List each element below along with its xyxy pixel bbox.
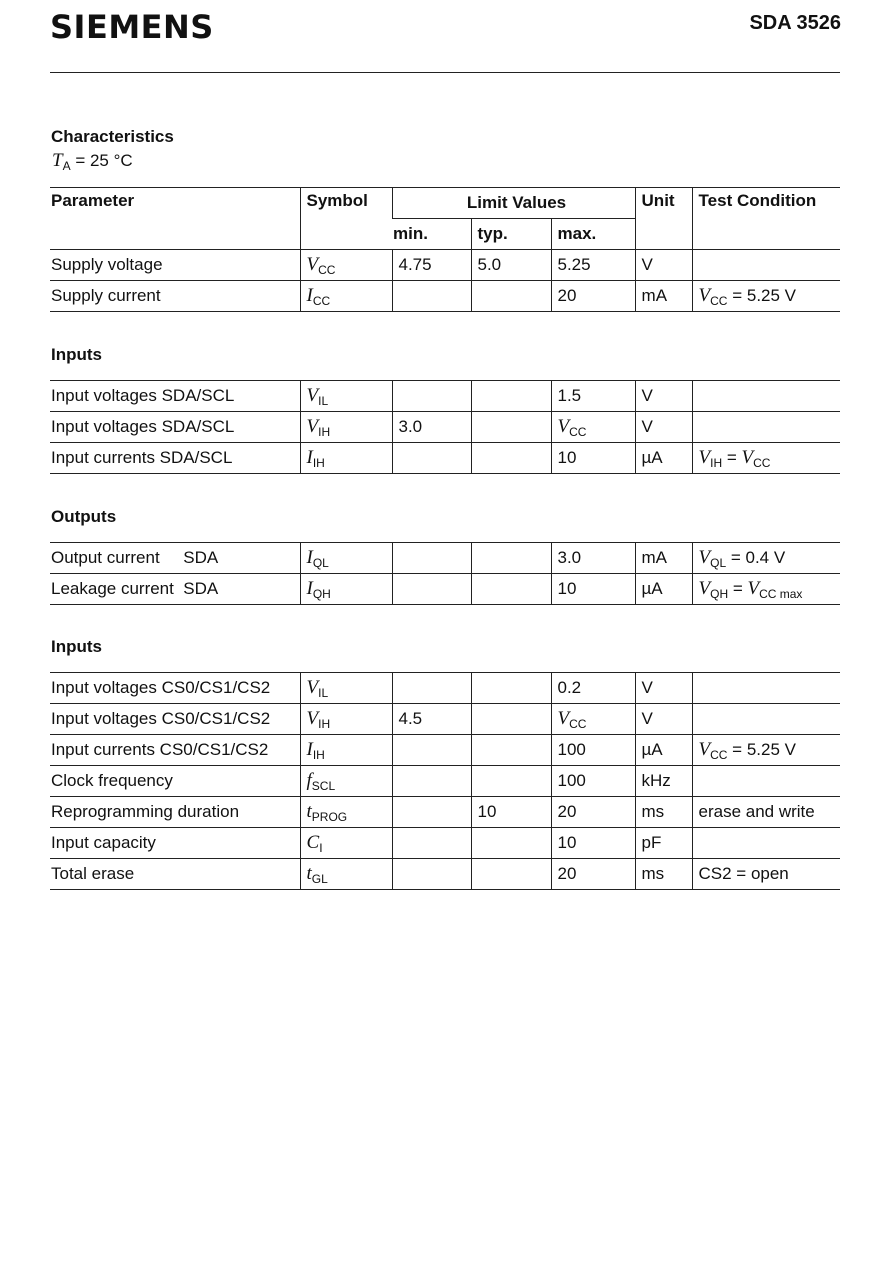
table-cell: 10 (551, 574, 635, 605)
table-cell: $I_{CC}$ (300, 281, 392, 312)
table-cell (471, 281, 551, 312)
part-number: SDA 3526 (749, 12, 841, 34)
table-cell: $t_{GL}$ (300, 859, 392, 890)
table-cell (392, 574, 471, 605)
inputs-heading-2: Inputs (51, 637, 102, 656)
inputs-table-1 (50, 380, 840, 474)
table-cell: V (635, 704, 692, 735)
table-cell (692, 704, 840, 735)
table-cell (692, 250, 840, 281)
table-cell: 3.0 (392, 412, 471, 443)
table-cell: $t_{PROG}$ (300, 797, 392, 828)
table-cell: $I_{QH}$ (300, 574, 392, 605)
table-cell (692, 766, 840, 797)
table-cell (471, 673, 551, 704)
table-cell: 5.0 (471, 250, 551, 281)
table-cell: Input currents SDA/SCL (50, 443, 300, 474)
table-cell: 20 (551, 281, 635, 312)
table-cell: V (635, 673, 692, 704)
table-row (50, 443, 840, 474)
col-limit-values: Limit Values (392, 188, 635, 219)
table-cell: 1.5 (551, 381, 635, 412)
characteristics-heading: Characteristics (51, 127, 174, 146)
col-symbol: Symbol (300, 188, 392, 250)
characteristics-table (50, 187, 840, 312)
table-cell: 5.25 (551, 250, 635, 281)
table-cell: 10 (471, 797, 551, 828)
table-cell (471, 766, 551, 797)
table-cell (692, 828, 840, 859)
table-cell: ms (635, 797, 692, 828)
table-cell (471, 828, 551, 859)
table-row (50, 859, 840, 890)
table-cell: $V_{CC} = 5.25$ V (692, 281, 840, 312)
table-cell: $V_{CC}$ (551, 412, 635, 443)
table-row (50, 704, 840, 735)
table-cell: 20 (551, 859, 635, 890)
table-cell: Input voltages CS0/CS1/CS2 (50, 673, 300, 704)
table-cell: Supply voltage (50, 250, 300, 281)
table-row (50, 735, 840, 766)
table-cell (692, 381, 840, 412)
table-cell: mA (635, 281, 692, 312)
table-row (50, 828, 840, 859)
table-cell (392, 828, 471, 859)
table-cell: pF (635, 828, 692, 859)
table-cell (692, 673, 840, 704)
inputs-heading-1: Inputs (51, 345, 102, 364)
table-cell: $I_{QL}$ (300, 543, 392, 574)
table-row (50, 250, 840, 281)
table-cell: V (635, 381, 692, 412)
table-cell: µA (635, 443, 692, 474)
table-cell: $V_{QL} = 0.4$ V (692, 543, 840, 574)
table-cell: V (635, 412, 692, 443)
table-cell (471, 859, 551, 890)
table-cell (392, 797, 471, 828)
table-row (50, 412, 840, 443)
table-cell: Supply current (50, 281, 300, 312)
table-cell: µA (635, 574, 692, 605)
table-row (50, 673, 840, 704)
table-cell (471, 381, 551, 412)
outputs-heading: Outputs (51, 507, 117, 526)
table-cell: $V_{IH} = V_{CC}$ (692, 443, 840, 474)
table-cell (471, 543, 551, 574)
table-row (50, 797, 840, 828)
table-cell: 3.0 (551, 543, 635, 574)
table-cell: 10 (551, 828, 635, 859)
table-cell (392, 673, 471, 704)
col-min: min. (392, 219, 471, 250)
table-cell (392, 381, 471, 412)
table-cell: 100 (551, 766, 635, 797)
table-cell: erase and write (692, 797, 840, 828)
table-cell: kHz (635, 766, 692, 797)
table-cell: Input voltages CS0/CS1/CS2 (50, 704, 300, 735)
table-cell (392, 443, 471, 474)
inputs-table-2 (50, 672, 840, 890)
table-cell: Reprogramming duration (50, 797, 300, 828)
table-row (50, 574, 840, 605)
table-cell: $V_{CC}$ (551, 704, 635, 735)
col-max: max. (551, 219, 635, 250)
table-cell: $V_{IL}$ (300, 381, 392, 412)
table-cell: $C_I$ (300, 828, 392, 859)
table-cell (471, 443, 551, 474)
col-parameter: Parameter (50, 188, 300, 250)
table-cell: Input voltages SDA/SCL (50, 381, 300, 412)
table-cell: Leakage current SDA (50, 574, 300, 605)
table-cell: CS2 = open (692, 859, 840, 890)
table-cell: Clock frequency (50, 766, 300, 797)
table-cell: $V_{IH}$ (300, 704, 392, 735)
col-typ: typ. (471, 219, 551, 250)
col-test-condition: Test Condition (692, 188, 840, 250)
table-cell: µA (635, 735, 692, 766)
table-cell: 10 (551, 443, 635, 474)
table-cell: Input voltages SDA/SCL (50, 412, 300, 443)
table-cell: $V_{QH} = V_{CC max}$ (692, 574, 840, 605)
table-cell: Input currents CS0/CS1/CS2 (50, 735, 300, 766)
table-cell (471, 412, 551, 443)
col-unit: Unit (635, 188, 692, 250)
table-cell: Output current SDA (50, 543, 300, 574)
table-cell: 0.2 (551, 673, 635, 704)
table-cell: 4.5 (392, 704, 471, 735)
table-cell: 100 (551, 735, 635, 766)
table-cell: 20 (551, 797, 635, 828)
table-cell: $V_{IL}$ (300, 673, 392, 704)
table-cell (471, 704, 551, 735)
table-row (50, 381, 840, 412)
table-cell: mA (635, 543, 692, 574)
table-cell (471, 735, 551, 766)
table-cell: $V_{CC} = 5.25$ V (692, 735, 840, 766)
table-row (50, 766, 840, 797)
table-cell: V (635, 250, 692, 281)
table-row (50, 543, 840, 574)
table-cell: $V_{IH}$ (300, 412, 392, 443)
table-cell: Total erase (50, 859, 300, 890)
table-cell: Input capacity (50, 828, 300, 859)
table-cell (471, 574, 551, 605)
table-cell (392, 281, 471, 312)
table-cell: $V_{CC}$ (300, 250, 392, 281)
table-cell (392, 543, 471, 574)
table-cell: 4.75 (392, 250, 471, 281)
table-cell: $f_{SCL}$ (300, 766, 392, 797)
table-cell (392, 859, 471, 890)
brand-logo: SIEMENS (50, 8, 214, 46)
table-cell (392, 735, 471, 766)
table-cell: $I_{IH}$ (300, 735, 392, 766)
table-cell: $I_{IH}$ (300, 443, 392, 474)
header-rule (50, 72, 840, 73)
table-row (50, 281, 840, 312)
table-cell (392, 766, 471, 797)
outputs-table (50, 542, 840, 605)
table-cell: ms (635, 859, 692, 890)
table-cell (692, 412, 840, 443)
ambient-condition: $T_A = 25$ °C (52, 150, 133, 173)
